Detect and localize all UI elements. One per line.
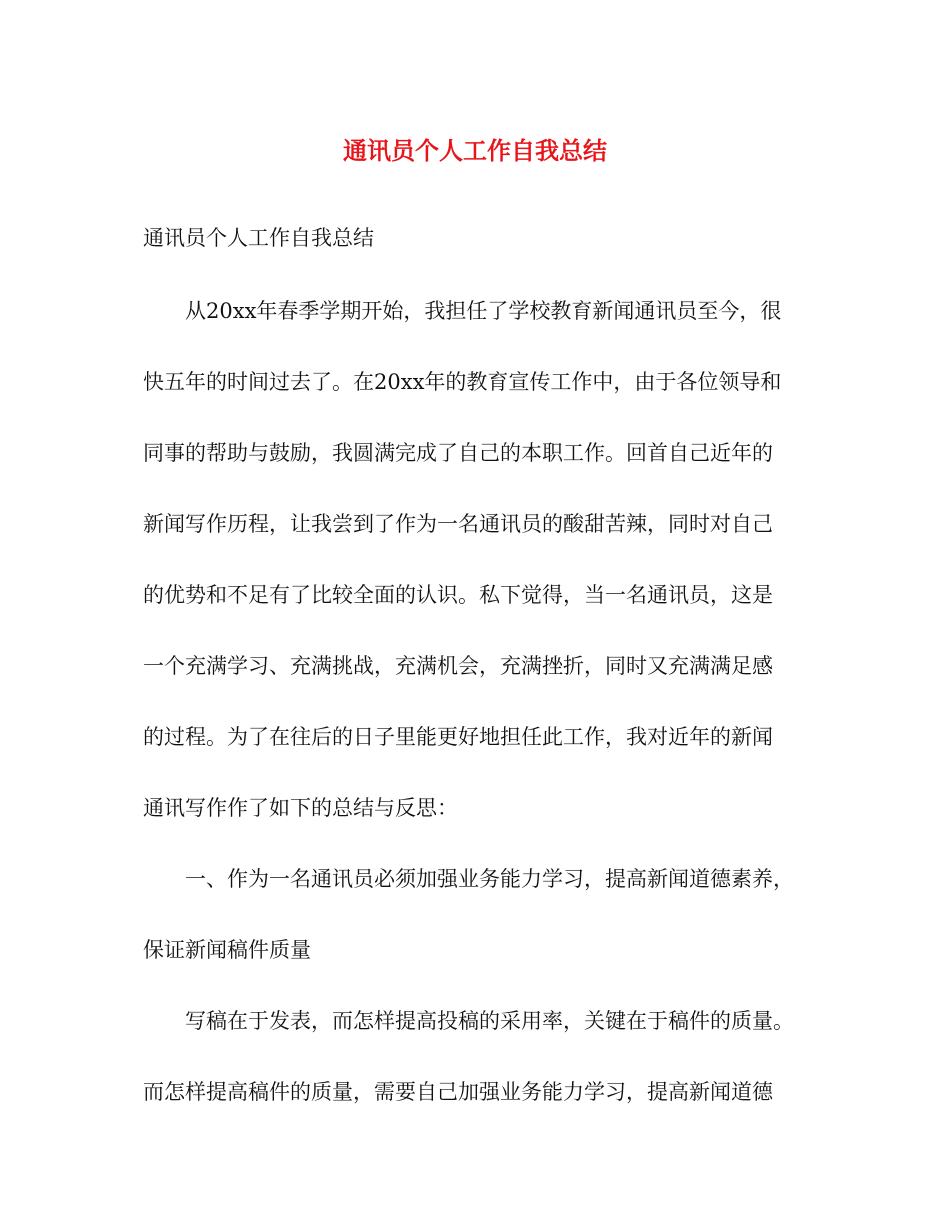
paragraph-line: 一个充满学习、充满挑战，充满机会，充满挫折，同时又充满满足感 (143, 654, 773, 678)
document-title: 通讯员个人工作自我总结 (343, 136, 607, 165)
paragraph-line: 从20xx年春季学期开始，我担任了学校教育新闻通讯员至今，很 (185, 299, 782, 323)
paragraph-line: 的过程。为了在往后的日子里能更好地担任此工作，我对近年的新闻 (143, 725, 773, 749)
paragraph-line: 写稿在于发表，而怎样提高投稿的采用率，关键在于稿件的质量。 (185, 1009, 794, 1033)
subtitle-line: 通讯员个人工作自我总结 (143, 226, 374, 250)
paragraph-line: 通讯写作作了如下的总结与反思： (143, 796, 458, 820)
section-heading-line: 一、作为一名通讯员必须加强业务能力学习，提高新闻道德素养， (185, 867, 794, 891)
paragraph-line: 的优势和不足有了比较全面的认识。私下觉得，当一名通讯员，这是 (143, 583, 773, 607)
section-heading-line: 保证新闻稿件质量 (143, 938, 311, 962)
paragraph-line: 新闻写作历程，让我尝到了作为一名通讯员的酸甜苦辣，同时对自己 (143, 512, 773, 536)
paragraph-line: 同事的帮助与鼓励，我圆满完成了自己的本职工作。回首自己近年的 (143, 441, 773, 465)
paragraph-line: 而怎样提高稿件的质量，需要自己加强业务能力学习，提高新闻道德 (143, 1080, 773, 1104)
paragraph-line: 快五年的时间过去了。在20xx年的教育宣传工作中，由于各位领导和 (143, 370, 782, 394)
